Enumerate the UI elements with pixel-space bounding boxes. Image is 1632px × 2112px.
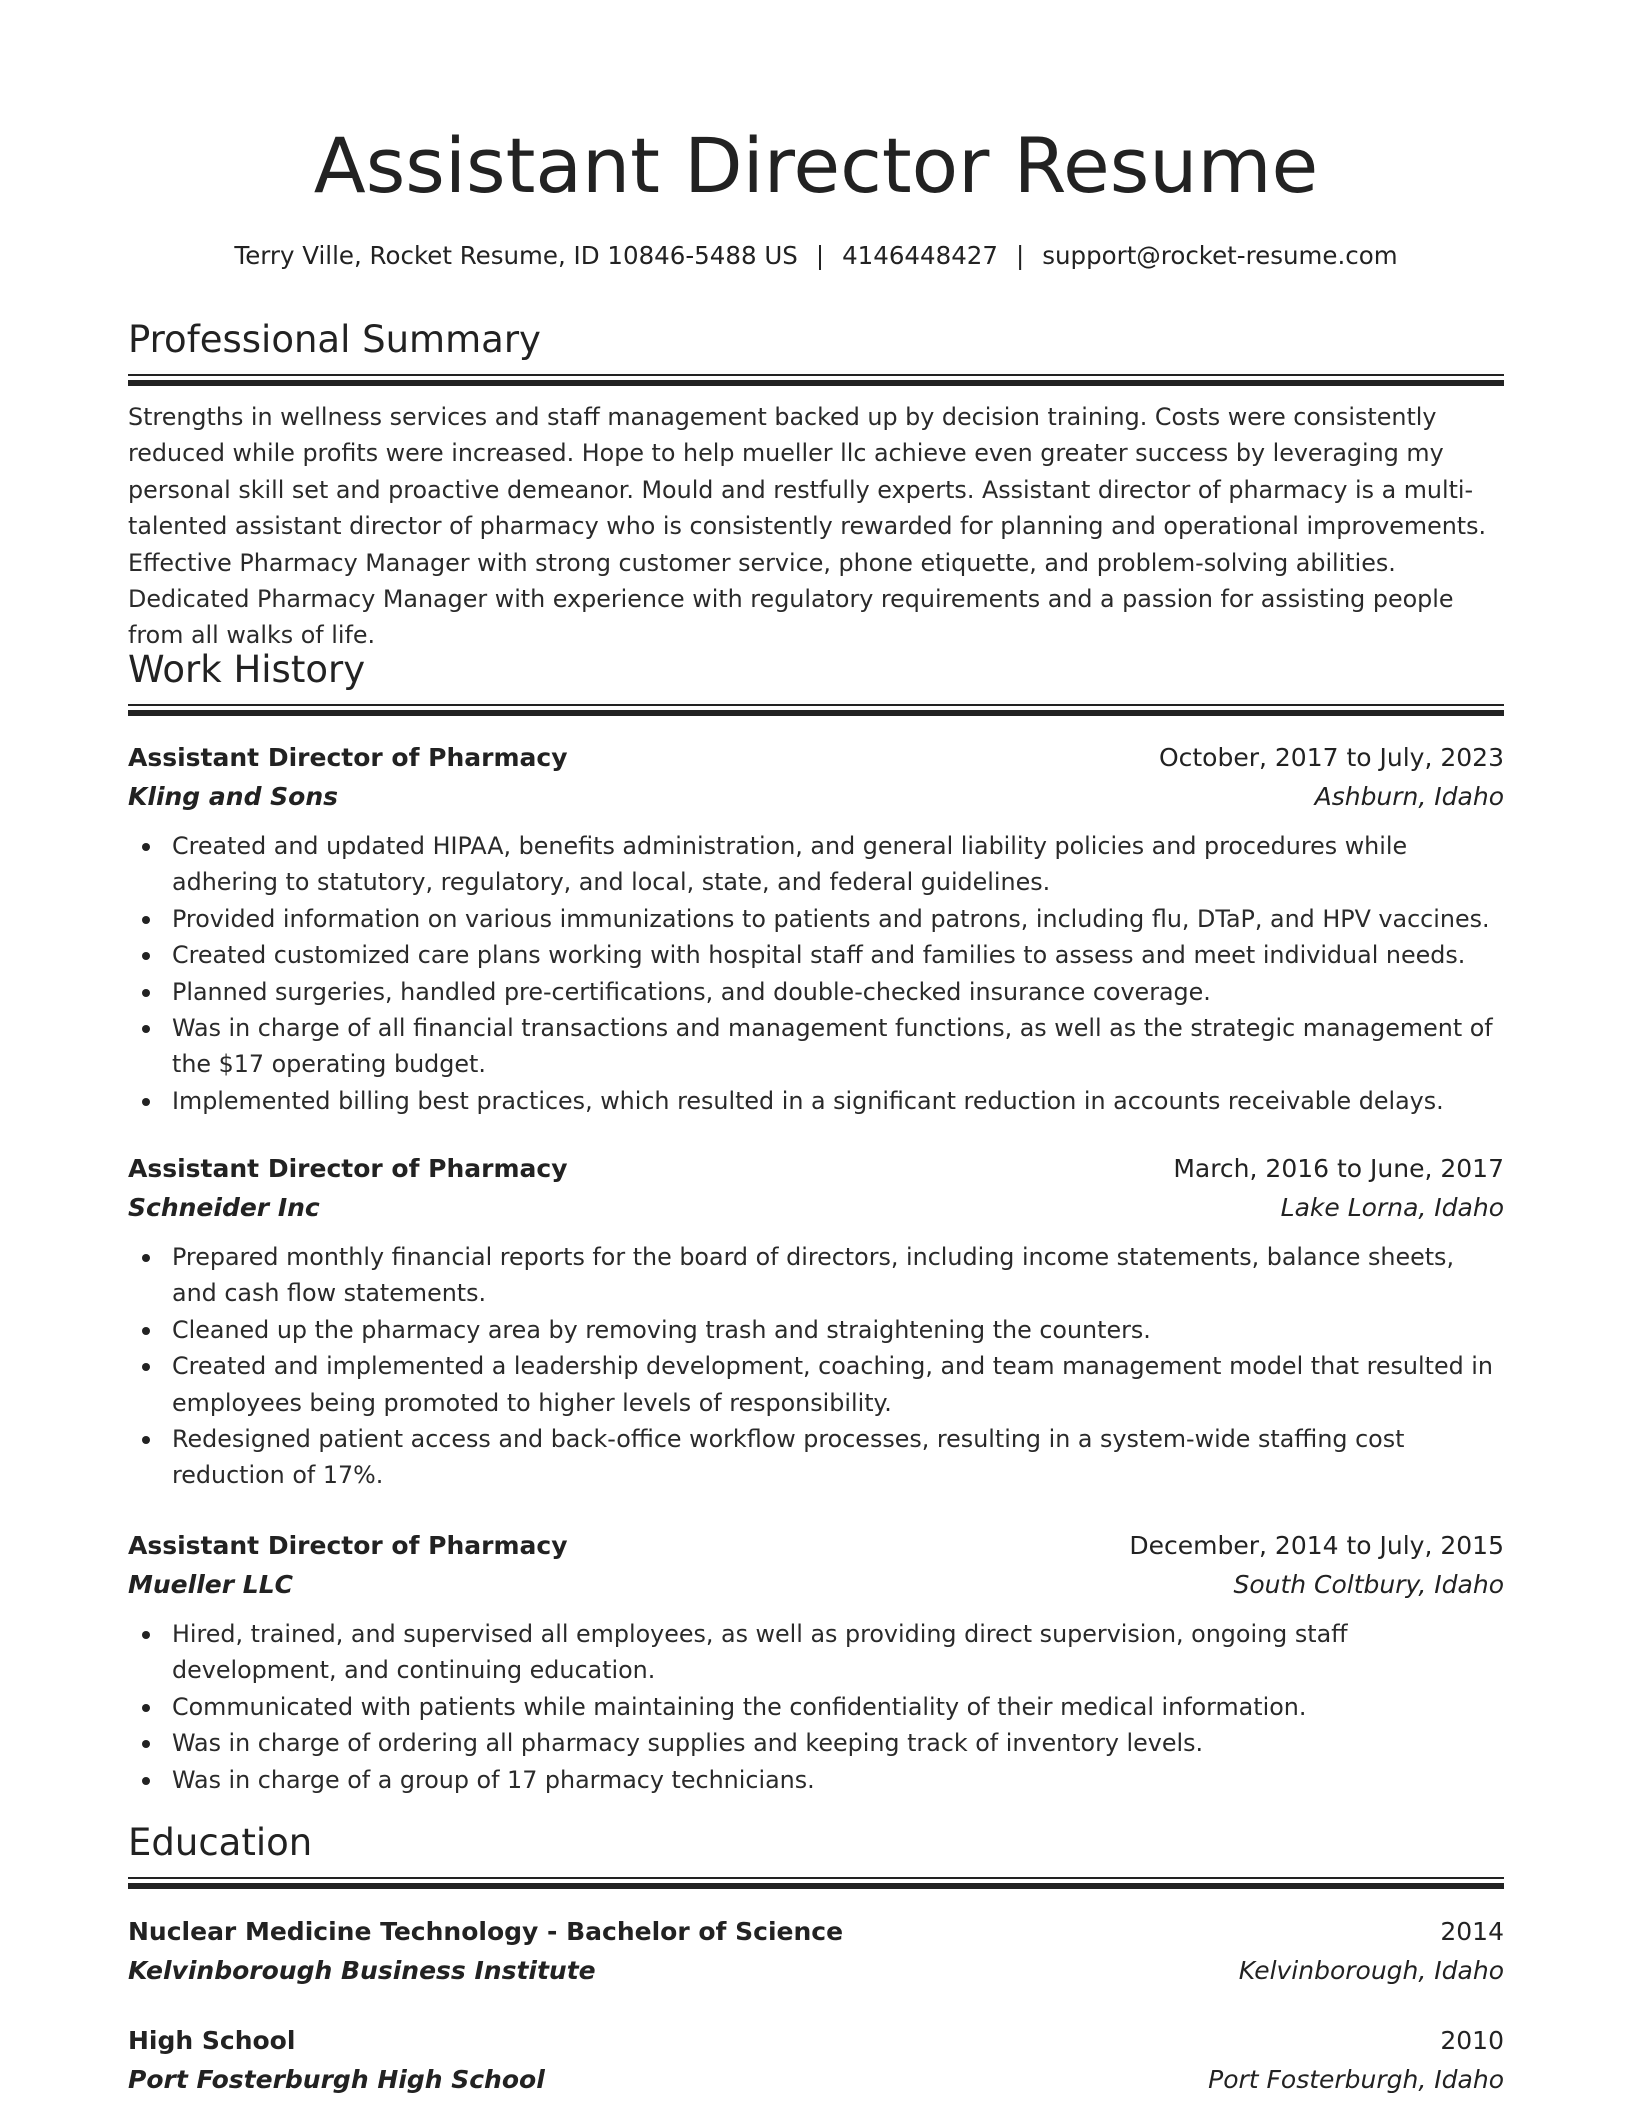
bullet-item: Hired, trained, and supervised all employees, as well as providing direct supervision, ongoing staff development, and continuing education. bbox=[128, 1616, 1504, 1689]
section-heading-work-history: Work History bbox=[128, 648, 366, 691]
bullet-item: Was in charge of ordering all pharmacy supplies and keeping track of inventory levels. bbox=[128, 1725, 1504, 1761]
job-company-row bbox=[128, 1566, 1504, 1604]
job-title: Assistant Director of Pharmacy bbox=[128, 743, 568, 772]
contact-address: Terry Ville, Rocket Resume, ID 10846-5488 US bbox=[234, 241, 798, 270]
contact-line bbox=[128, 236, 1504, 276]
job-location: Ashburn, Idaho bbox=[1314, 782, 1504, 811]
school-name: Port Fosterburgh High School bbox=[128, 2065, 545, 2094]
bullet-item: Prepared monthly financial reports for the board of directors, including income statements, balance sheets, and cash flow statements. bbox=[128, 1239, 1504, 1312]
job-company-row bbox=[128, 1189, 1504, 1227]
contact-separator: | bbox=[1015, 241, 1025, 270]
company-name: Schneider Inc bbox=[128, 1193, 320, 1222]
education-section bbox=[128, 1819, 1504, 1891]
job-bullets bbox=[128, 1616, 1504, 1798]
section-heading-education: Education bbox=[128, 1821, 313, 1864]
bullet-item: Communicated with patients while maintaining the confidentiality of their medical information. bbox=[128, 1689, 1504, 1725]
graduation-year: 2010 bbox=[1440, 2026, 1504, 2055]
education-entry bbox=[128, 2021, 1504, 2099]
job-location: South Coltbury, Idaho bbox=[1233, 1570, 1504, 1599]
resume-title: Assistant Director Resume bbox=[313, 121, 1319, 210]
education-header-row bbox=[128, 1912, 1504, 1952]
bullet-item: Provided information on various immunizations to patients and patrons, including flu, DTaP, and HPV vaccines. bbox=[128, 901, 1504, 937]
school-location: Kelvinborough, Idaho bbox=[1238, 1956, 1504, 1985]
section-heading-summary: Professional Summary bbox=[128, 318, 541, 361]
job-title: Assistant Director of Pharmacy bbox=[128, 1154, 568, 1183]
school-location: Port Fosterburgh, Idaho bbox=[1208, 2065, 1504, 2094]
graduation-year: 2014 bbox=[1440, 1917, 1504, 1946]
education-school-row bbox=[128, 1952, 1504, 1990]
education-header-row bbox=[128, 2021, 1504, 2061]
summary-section bbox=[128, 316, 1504, 654]
degree-name: Nuclear Medicine Technology - Bachelor of Science bbox=[128, 1917, 844, 1946]
bullet-item: Cleaned up the pharmacy area by removing trash and straightening the counters. bbox=[128, 1312, 1504, 1348]
job-entry bbox=[128, 738, 1504, 1119]
contact-email: support@rocket-resume.com bbox=[1042, 241, 1398, 270]
degree-name: High School bbox=[128, 2026, 296, 2055]
bullet-item: Created and implemented a leadership development, coaching, and team management model that resulted in employees being promoted to higher levels of responsibility. bbox=[128, 1348, 1504, 1421]
bullet-item: Was in charge of a group of 17 pharmacy technicians. bbox=[128, 1762, 1504, 1798]
job-dates: March, 2016 to June, 2017 bbox=[1173, 1154, 1504, 1183]
contact-phone: 4146448427 bbox=[842, 241, 998, 270]
section-divider bbox=[128, 374, 1504, 388]
job-dates: December, 2014 to July, 2015 bbox=[1129, 1531, 1504, 1560]
education-school-row bbox=[128, 2061, 1504, 2099]
job-bullets bbox=[128, 828, 1504, 1119]
bullet-item: Redesigned patient access and back-office workflow processes, resulting in a system-wide staffing cost reduction of 17%. bbox=[128, 1421, 1504, 1494]
school-name: Kelvinborough Business Institute bbox=[128, 1956, 596, 1985]
bullet-item: Planned surgeries, handled pre-certifications, and double-checked insurance coverage. bbox=[128, 974, 1504, 1010]
bullet-item: Created and updated HIPAA, benefits administration, and general liability policies and procedures while adhering to statutory, regulatory, and local, state, and federal guidelines. bbox=[128, 828, 1504, 901]
job-title: Assistant Director of Pharmacy bbox=[128, 1531, 568, 1560]
job-header-row bbox=[128, 1526, 1504, 1566]
education-entry bbox=[128, 1912, 1504, 1990]
company-name: Mueller LLC bbox=[128, 1570, 293, 1599]
bullet-item: Implemented billing best practices, which resulted in a significant reduction in accounts receivable delays. bbox=[128, 1083, 1504, 1119]
work-history-section bbox=[128, 646, 1504, 718]
job-header-row bbox=[128, 738, 1504, 778]
job-location: Lake Lorna, Idaho bbox=[1280, 1193, 1504, 1222]
section-divider bbox=[128, 1877, 1504, 1891]
job-header-row bbox=[128, 1149, 1504, 1189]
contact-separator: | bbox=[815, 241, 825, 270]
job-dates: October, 2017 to July, 2023 bbox=[1158, 743, 1504, 772]
summary-text: Strengths in wellness services and staff management backed up by decision training. Costs were consistently reduced while profits were increased. Hope to help mueller llc achieve even greater success by leveraging my personal skill set and proactive demeanor. Mould and restfully experts. Assistant director of pharmacy is a multi-talented assistant director of pharmacy who is consistently rewarded for planning and operational improvements. Effective Pharmacy Manager with strong customer service, phone etiquette, and problem-solving abilities. Dedicated Pharmacy Manager with experience with regulatory requirements and a passion for assisting people from all walks of life. bbox=[128, 403, 1487, 650]
job-entry bbox=[128, 1526, 1504, 1798]
job-company-row bbox=[128, 778, 1504, 816]
company-name: Kling and Sons bbox=[128, 782, 339, 811]
bullet-item: Was in charge of all financial transactions and management functions, as well as the strategic management of the $17 operating budget. bbox=[128, 1010, 1504, 1083]
job-bullets bbox=[128, 1239, 1504, 1494]
job-entry bbox=[128, 1149, 1504, 1494]
section-divider bbox=[128, 704, 1504, 718]
bullet-item: Created customized care plans working with hospital staff and families to assess and meet individual needs. bbox=[128, 937, 1504, 973]
